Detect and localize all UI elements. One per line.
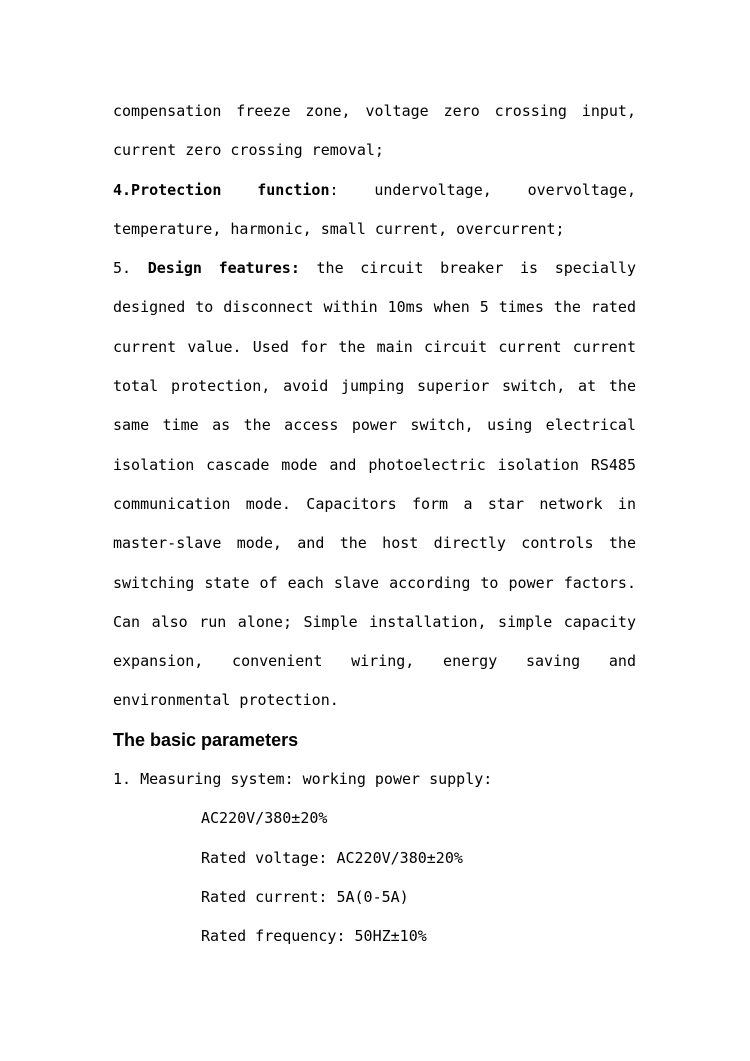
- text-line: communication mode. Capacitors form a star network in: [113, 494, 636, 513]
- text-line: same time as the access power switch, using electrical: [113, 416, 636, 435]
- text-line: current value. Used for the main circuit current current: [113, 337, 636, 356]
- parameter-subitem: AC220V/380±20%: [201, 809, 328, 828]
- text-line: expansion, convenient wiring, energy saving and: [113, 652, 636, 671]
- parameter-item: 1. Measuring system: working power supply:: [113, 770, 493, 789]
- design-features-number: 5.: [113, 259, 132, 278]
- design-features-text: the circuit breaker is specially: [299, 259, 637, 278]
- document-page: [113, 96, 636, 961]
- text-line: isolation cascade mode and photoelectric isolation RS485: [113, 455, 636, 474]
- text-line: switching state of each slave according to power factors.: [113, 573, 636, 592]
- text-line: compensation freeze zone, voltage zero crossing input,: [113, 102, 636, 120]
- text-line: temperature, harmonic, small current, overcurrent;: [113, 219, 565, 238]
- text-line: environmental protection.: [113, 691, 339, 710]
- design-features-label: Design features:: [147, 259, 300, 278]
- parameter-subitem: Rated voltage: AC220V/380±20%: [201, 848, 463, 867]
- section-heading: The basic parameters: [113, 729, 299, 750]
- protection-function-label: 4.Protection function: [113, 180, 330, 199]
- text-line: Can also run alone; Simple installation, simple capacity: [113, 612, 636, 631]
- text-line: current zero crossing removal;: [113, 141, 384, 160]
- text-line: designed to disconnect within 10ms when 5 times the rated: [113, 298, 636, 317]
- text-line: total protection, avoid jumping superior switch, at the: [113, 377, 636, 396]
- parameter-subitem: Rated current: 5A(0-5A): [201, 887, 409, 906]
- parameter-subitem: Rated frequency: 50HZ±10%: [201, 927, 427, 946]
- text-line: master-slave mode, and the host directly controls the: [113, 534, 636, 553]
- protection-function-text: : undervoltage, overvoltage,: [329, 180, 636, 199]
- protection-function-line: [113, 175, 636, 214]
- design-features-line: [113, 253, 636, 292]
